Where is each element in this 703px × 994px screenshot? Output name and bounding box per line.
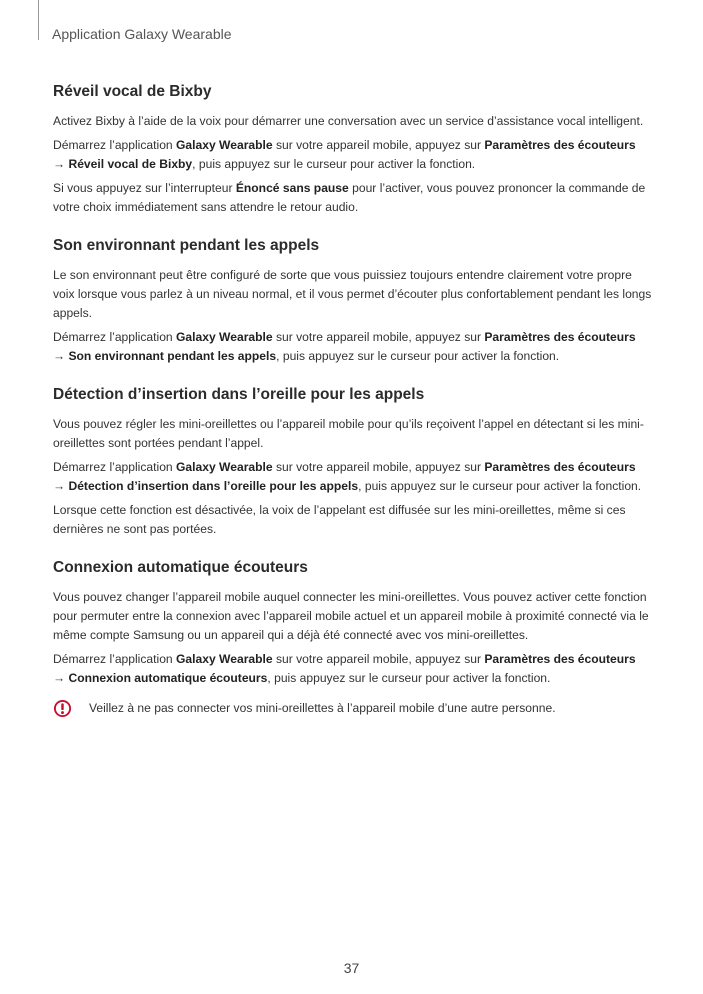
app-name: Galaxy Wearable	[176, 460, 273, 474]
caution-text: Veillez à ne pas connecter vos mini-oreillettes à l’appareil mobile d’une autre personne.	[89, 701, 556, 715]
arrow-glyph: →	[53, 479, 69, 493]
page-number: 37	[343, 960, 360, 976]
paragraph: Activez Bixby à l’aide de la voix pour démarrer une conversation avec un service d’assistance vocal intelligent.	[53, 114, 644, 128]
app-name: Galaxy Wearable	[176, 652, 273, 666]
setting-name: Réveil vocal de Bixby	[68, 157, 193, 171]
instruction-paragraph: Démarrez l’application Galaxy Wearable sur votre appareil mobile, appuyez sur Paramètres des écouteurs → Réveil vocal de Bixby, puis appuyez sur le curseur pour activer la fonction.	[53, 138, 636, 171]
instruction-paragraph: Démarrez l’application Galaxy Wearable sur votre appareil mobile, appuyez sur Paramètres des écouteurs → Détection d’insertion dans l’oreille pour les appels, puis appuyez sur le curseur pour activer la fonction.	[53, 460, 642, 493]
section-ambient-sound-calls	[53, 236, 655, 366]
paragraph: Le son environnant peut être configuré de sorte que vous puissiez toujours entendre clairement votre propre voix lorsque vous parlez à un niveau normal, et il vous permet d’écouter plus confortablement pendant les longs appels.	[53, 268, 652, 320]
section-auto-switch	[53, 558, 655, 718]
setting-name: Connexion automatique écouteurs	[68, 671, 268, 685]
app-name: Galaxy Wearable	[176, 138, 273, 152]
paragraph: Vous pouvez changer l’appareil mobile auquel connecter les mini-oreillettes. Vous pouvez activer cette fonction pour permuter entre la connexion avec l’appareil mobile actuel et un appareil mobile à proximité connecté via le même compte Samsung ou un appareil qui a déjà été connecté avec vos mini-oreillettes.	[53, 590, 649, 642]
paragraph: Si vous appuyez sur l’interrupteur Énoncé sans pause pour l’activer, vous pouvez prononcer la commande de votre choix immédiatement sans attendre le retour audio.	[53, 181, 646, 214]
paragraph: Vous pouvez régler les mini-oreillettes ou l’appareil mobile pour qu’ils reçoivent l’appel en détectant si les mini-oreillettes sont portées pendant l’appel.	[53, 417, 644, 450]
caution-note	[53, 699, 655, 718]
menu-name: Paramètres des écouteurs	[484, 330, 636, 344]
section-heading: Réveil vocal de Bixby	[53, 83, 212, 100]
setting-name: Détection d’insertion dans l’oreille pour les appels	[68, 479, 359, 493]
app-name: Galaxy Wearable	[176, 330, 273, 344]
menu-name: Paramètres des écouteurs	[484, 460, 636, 474]
arrow-glyph: →	[53, 671, 69, 685]
menu-name: Paramètres des écouteurs	[484, 138, 636, 152]
instruction-paragraph: Démarrez l’application Galaxy Wearable sur votre appareil mobile, appuyez sur Paramètres des écouteurs → Connexion automatique écouteurs, puis appuyez sur le curseur pour activer la fonction.	[53, 652, 636, 685]
header-rule	[38, 0, 39, 40]
arrow-glyph: →	[53, 157, 69, 171]
setting-name: Son environnant pendant les appels	[68, 349, 277, 363]
setting-name: Énoncé sans pause	[235, 181, 349, 195]
caution-icon	[53, 699, 72, 718]
paragraph: Lorsque cette fonction est désactivée, la voix de l’appelant est diffusée sur les mini-oreillettes, même si ces dernières ne sont pas portées.	[53, 503, 626, 536]
section-bixby-voice-wake	[53, 82, 655, 217]
section-heading: Connexion automatique écouteurs	[53, 559, 308, 576]
section-heading: Son environnant pendant les appels	[53, 237, 320, 254]
arrow-glyph: →	[53, 349, 69, 363]
menu-name: Paramètres des écouteurs	[484, 652, 636, 666]
section-in-ear-detection	[53, 385, 655, 539]
section-heading: Détection d’insertion dans l’oreille pour les appels	[53, 386, 425, 403]
header-title: Application Galaxy Wearable	[52, 26, 232, 42]
page-content	[53, 82, 655, 737]
instruction-paragraph: Démarrez l’application Galaxy Wearable sur votre appareil mobile, appuyez sur Paramètres des écouteurs → Son environnant pendant les appels, puis appuyez sur le curseur pour activer la fonction.	[53, 330, 636, 363]
